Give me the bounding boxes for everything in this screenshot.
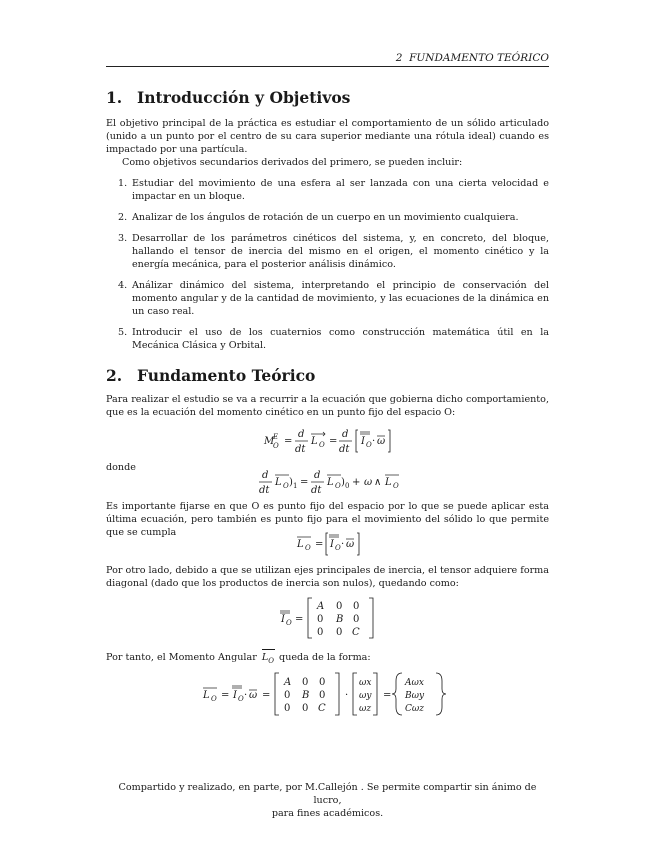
eq5-m01: 0 [302,677,309,688]
eq2-wedge: ∧ [374,477,382,488]
eq1-M: M [264,436,275,447]
donde-label: donde [106,462,136,473]
page-footer [106,781,549,820]
eq5-result-x: Aωx [405,678,424,688]
eq4-I-sub: O [286,619,292,627]
eq5-right-bracket [335,673,339,715]
eq5-equals-3: = [383,690,392,701]
eq1-left-bracket [356,430,358,452]
eq1-equals-2: = [329,436,338,447]
eq2-d-num: d [262,470,269,481]
eq5-left-brace [392,673,402,715]
eq2-L-3: L [385,477,392,488]
eq5-dot-2: · [345,690,349,701]
equation-frame-change [258,465,408,499]
eq2-L-2: L [327,477,334,488]
section-1-heading [106,88,350,107]
eq4-m10: 0 [317,614,324,625]
eq3-L-sub: O [305,544,311,552]
eq5-L-sub: O [211,695,217,703]
eq4-left-bracket [308,598,312,638]
footer-line-2: para fines académicos. [271,808,384,819]
eq2-L: L [275,477,282,488]
equation-angular-momentum [296,530,366,558]
eq2-sub-1: 1 [293,482,298,490]
eq3-right-bracket [357,533,359,555]
header-rule [106,66,549,67]
eq2-d-num-2: d [314,470,321,481]
eq5-result-y: Bωy [405,691,425,701]
eq5-m00: A [284,677,292,688]
eq1-I: I [361,436,365,447]
eq2-dt-den-2: dt [311,485,322,496]
objectives-list [118,177,549,360]
section-1-number: 1. [106,88,123,107]
equation-angular-momentum-theorem [262,424,402,458]
eq1-right-bracket [388,430,390,452]
eq3-L: L [297,539,304,550]
eq4-equals: = [295,614,304,625]
eq2-paren-2: ) [341,477,345,488]
section-2-paragraph-4: Por tanto, el Momento Angular $L_O$ queda de la forma: [106,651,371,668]
eq3-I: I [330,539,334,550]
inline-L-vector: $L_O$ [262,651,274,668]
section-1-intro: El objetivo principal de la práctica es estudiar el comportamiento de un sólido articulado (unido a un punto por el centro de su cara superior mediante una rótula ideal) cuando es impactado por una partícula. [106,118,549,155]
eq5-dot: · [244,690,248,701]
eq5-m10: 0 [284,690,291,701]
eq2-L-sub-2: O [335,482,341,490]
eq4-m01: 0 [336,601,343,612]
eq5-omega: ω [249,690,258,701]
eq5-vec-left-bracket [353,673,357,715]
eq4-m22: C [352,627,360,638]
eq2-sub-0: 0 [345,482,350,490]
eq4-m12: 0 [353,614,360,625]
eq1-I-sub: O [366,441,372,449]
section-2-paragraph-2: Es importante fijarse en que O es punto fijo del espacio por lo que se puede aplicar esta última ecuación, pero también es punto fijo para el movimiento del sólido lo que permite que se cumpla [106,501,549,538]
equation-inertia-tensor [280,596,380,640]
eq1-equals: = [284,436,293,447]
eq1-sup-E: E [273,433,279,441]
section-2-paragraph-3: Por otro lado, debido a que se utilizan ejes principales de inercia, el tensor adquiere forma diagonal (dado que los productos de inercia son nulos), quedando como: [106,565,549,589]
eq1-omega: ω [377,436,386,447]
section-2-heading [106,366,315,385]
section-2-title: Fundamento Teórico [137,366,316,385]
eq5-left-bracket [275,673,279,715]
eq4-m11: B [336,614,344,625]
eq4-I: I [281,614,285,625]
eq1-dt-den-2: dt [339,444,350,455]
eq1-dot: · [372,436,376,447]
eq3-left-bracket [326,533,328,555]
objective-item: 3. Desarrollar de los parámetros cinéticos del sistema, y, en concreto, del bloque, hallando el tensor de inercia del mismo en el origen, el momento cinético y la energía mecánica, para el posterior análisis dinámico. [118,233,549,270]
objective-item: 1. Estudiar del movimiento de una esfera al ser lanzada con una cierta velocidad e impactar en un bloque. [118,178,549,202]
eq5-result-z: Cωz [405,704,424,714]
eq2-plus: + [352,477,361,488]
eq5-equals-2: = [262,690,271,701]
eq5-omega-y: ωy [359,691,372,701]
eq3-equals: = [315,539,324,550]
eq2-omega: ω [364,477,373,488]
eq1-L-sub: O [319,441,325,449]
eq4-m00: A [317,601,325,612]
eq5-I-sub: O [238,695,244,703]
objective-item: 5. Introducir el uso de los cuaternios como construcción matemática útil en la Mecánica Clásica y Orbital. [118,327,549,351]
eq1-d-num: d [298,429,305,440]
eq5-L: L [203,690,210,701]
eq5-equals: = [221,690,230,701]
section-1-secondary: Como objetivos secundarios derivados del primero, se pueden incluir: [122,157,463,168]
eq5-omega-z: ωz [359,704,372,714]
running-head: 2 FUNDAMENTO TEÓRICO [395,52,549,64]
eq5-vec-right-bracket [373,673,377,715]
section-2-number: 2. [106,366,123,385]
eq5-omega-x: ωx [359,678,372,688]
eq3-omega: ω [346,539,355,550]
eq5-m12: 0 [319,690,326,701]
objective-item: 4. Análizar dinámico del sistema, interpretando el principio de conservación del momento angular y de la cantidad de movimiento, y las ecuaciones de la dinámica en un caso real. [118,280,549,317]
eq5-right-brace [436,673,446,715]
section-1-title: Introducción y Objetivos [137,88,351,107]
eq5-m21: 0 [302,703,309,714]
eq3-I-sub: O [335,544,341,552]
eq2-L-sub-3: O [393,482,399,490]
eq1-d-num-2: d [342,429,349,440]
objective-item: 2. Analizar de los ángulos de rotación de un cuerpo en un movimiento cualquiera. [118,212,519,223]
eq1-L: L [311,436,318,447]
eq4-m02: 0 [353,601,360,612]
eq2-dt-den: dt [259,485,270,496]
equation-angular-momentum-expanded [202,671,462,717]
eq5-I: I [233,690,237,701]
eq5-m20: 0 [284,703,291,714]
footer-line-1: Compartido y realizado, en parte, por M.Callejón . Se permite compartir sin ánimo de lucro, [118,782,537,806]
eq2-paren: ) [289,477,293,488]
eq4-right-bracket [369,598,373,638]
eq1-sub-O: O [273,442,279,450]
eq5-m11: B [302,690,310,701]
eq2-equals: = [300,477,309,488]
section-2-paragraph-1: Para realizar el estudio se va a recurrir a la ecuación que gobierna dicho comportamiento, que es la ecuación del momento cinético en un punto fijo del espacio O: [106,394,549,418]
eq3-dot: · [341,539,345,550]
eq5-m22: C [318,703,326,714]
eq5-m02: 0 [319,677,326,688]
eq4-m20: 0 [317,627,324,638]
eq4-m21: 0 [336,627,343,638]
eq2-L-sub: O [283,482,289,490]
eq1-dt-den: dt [295,444,306,455]
